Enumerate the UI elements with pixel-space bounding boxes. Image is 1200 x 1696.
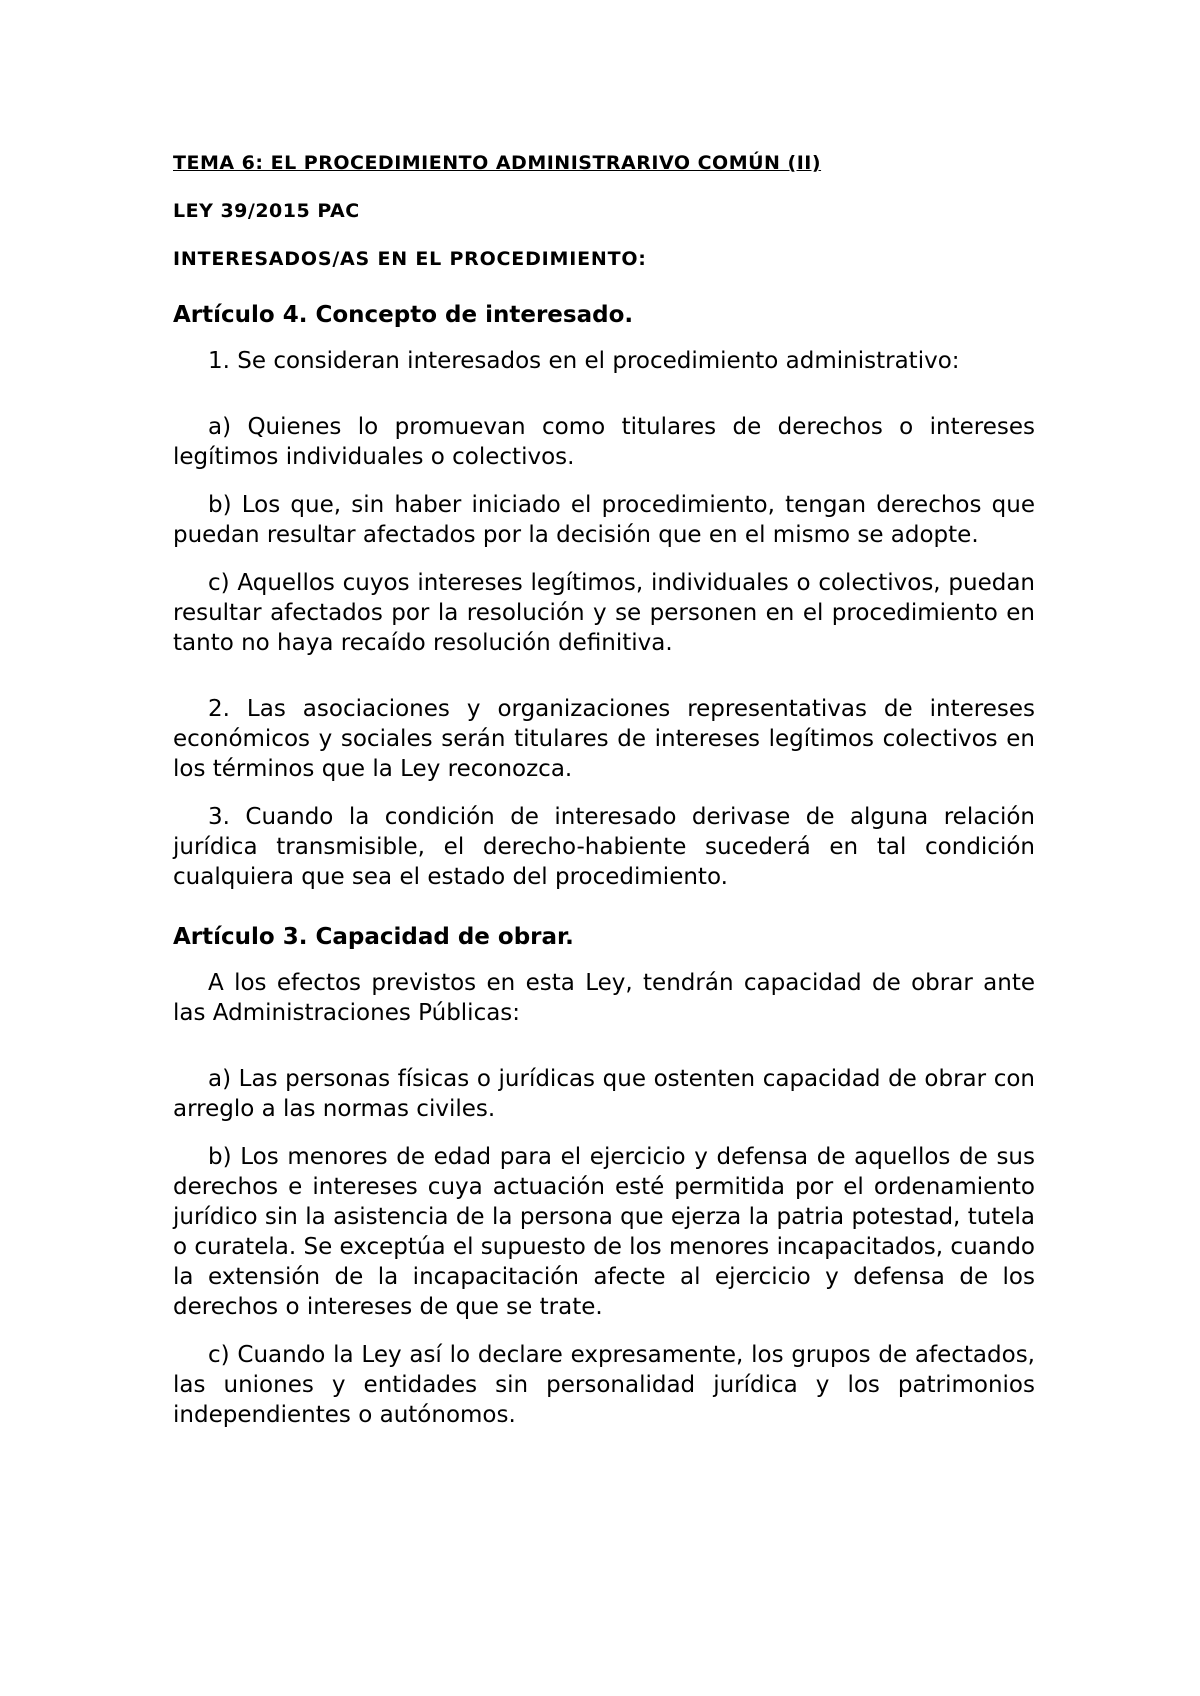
article-4-item-c: c) Aquellos cuyos intereses legítimos, individuales o colectivos, puedan resultar afectados por la resolución y se personen en el procedimiento en tanto no haya recaído resolución definitiva. xyxy=(173,570,1035,656)
article-4-item-b: b) Los que, sin haber iniciado el procedimiento, tengan derechos que puedan resultar afectados por la decisión que en el mismo se adopte. xyxy=(173,492,1035,548)
article-4-paragraph-1: 1. Se consideran interesados en el procedimiento administrativo: xyxy=(208,348,960,374)
article-4-paragraph-3: 3. Cuando la condición de interesado derivase de alguna relación jurídica transmisible, el derecho-habiente sucederá en tal condición cualquiera que sea el estado del procedimiento. xyxy=(173,804,1035,890)
article-3-item-b: b) Los menores de edad para el ejercicio y defensa de aquellos de sus derechos e intereses cuya actuación esté permitida por el ordenamiento jurídico sin la asistencia de la persona que ejerza la patria potestad, tutela o curatela. Se exceptúa el supuesto de los menores incapacitados, cuando la extensión de la incapacitación afecte al ejercicio y defensa de los derechos o intereses de que se trate. xyxy=(173,1144,1035,1320)
section-heading: INTERESADOS/AS EN EL PROCEDIMIENTO: xyxy=(173,248,647,270)
article-4-title: Artículo 4. Concepto de interesado. xyxy=(173,302,634,328)
document-body xyxy=(173,150,1035,1430)
article-4-paragraph-2: 2. Las asociaciones y organizaciones representativas de intereses económicos y sociales serán titulares de intereses legítimos colectivos en los términos que la Ley reconozca. xyxy=(173,696,1035,782)
article-3-item-a: a) Las personas físicas o jurídicas que ostenten capacidad de obrar con arreglo a las normas civiles. xyxy=(173,1066,1035,1122)
article-3-intro: A los efectos previstos en esta Ley, tendrán capacidad de obrar ante las Administraciones Públicas: xyxy=(173,970,1035,1026)
article-3-item-c: c) Cuando la Ley así lo declare expresamente, los grupos de afectados, las uniones y entidades sin personalidad jurídica y los patrimonios independientes o autónomos. xyxy=(173,1342,1035,1428)
document-title: TEMA 6: EL PROCEDIMIENTO ADMINISTRARIVO COMÚN (II) xyxy=(173,152,822,174)
article-4-item-a: a) Quienes lo promuevan como titulares de derechos o intereses legítimos individuales o colectivos. xyxy=(173,414,1035,470)
article-3-title: Artículo 3. Capacidad de obrar. xyxy=(173,924,574,950)
law-heading: LEY 39/2015 PAC xyxy=(173,200,360,222)
